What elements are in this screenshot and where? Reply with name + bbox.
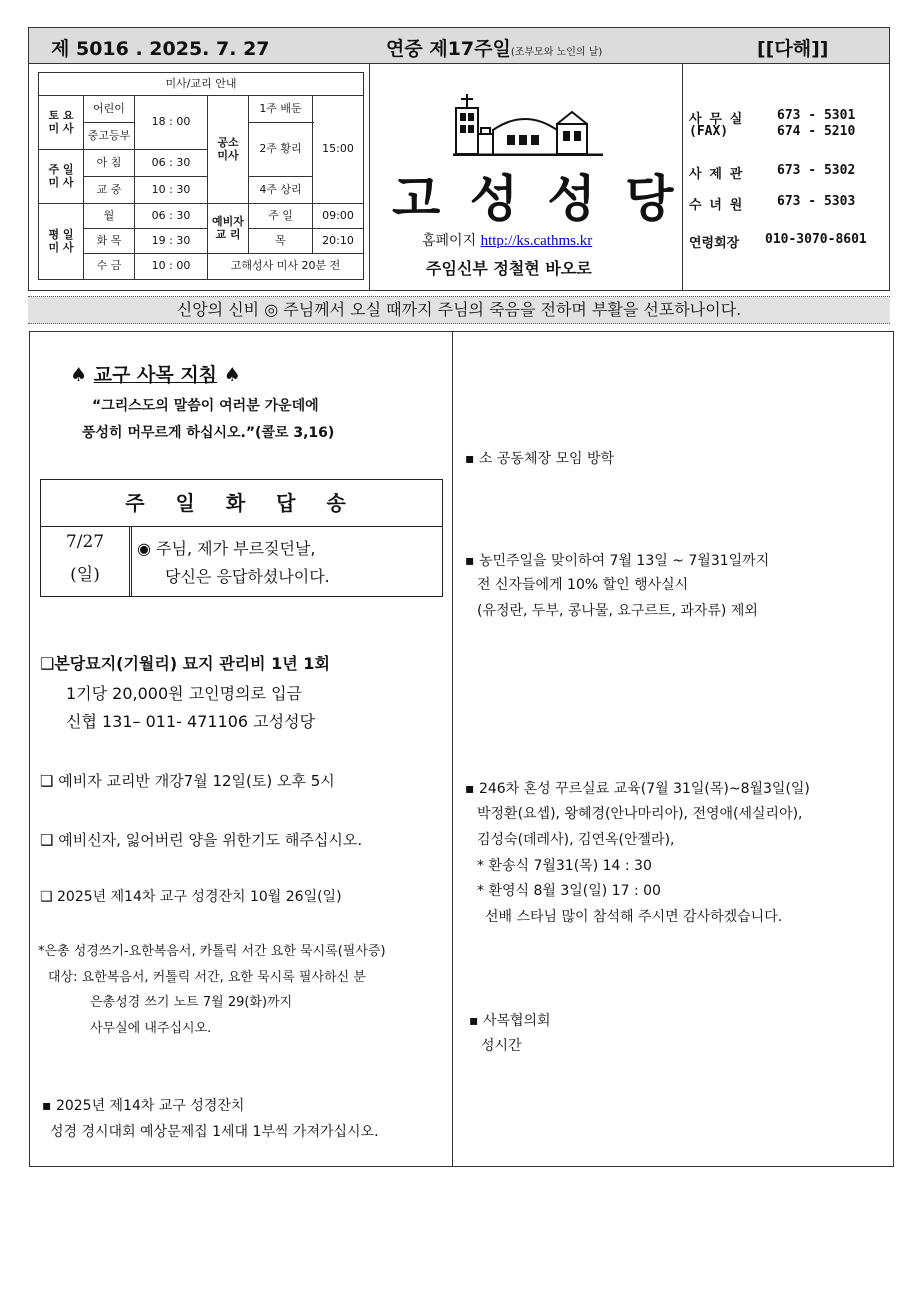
- catechumen-row: 목: [249, 229, 313, 254]
- sun-mass-time: 06 : 30: [135, 150, 208, 177]
- cursillo-line: 김성숙(데레사), 김연옥(안젤라),: [477, 832, 675, 848]
- psalm-date-cell: [41, 526, 132, 596]
- catechumen-time: 20:10: [313, 229, 364, 254]
- parish-info: [28, 63, 890, 291]
- prayer-notice: ❑ 예비신자, 잃어버린 양을 위한기도 해주십시오.: [40, 831, 363, 849]
- homepage: [422, 230, 592, 250]
- pastoral-council-line: 성시간: [481, 1038, 522, 1054]
- sun-mass-row: 교 중: [84, 177, 135, 204]
- confession-note: 고해성사 미사 20분 전: [208, 254, 364, 280]
- column-divider: [452, 331, 453, 1167]
- gongso-time: 15:00: [313, 96, 364, 204]
- guide-quote: 풍성히 머무르게 하십시오.”(콜로 3,16): [82, 425, 335, 441]
- contact-label: 연령회장: [689, 236, 740, 251]
- weekday-mass-label: 평 일 미 사: [39, 204, 84, 280]
- mystery-of-faith: 신앙의 신비 ◎ 주님께서 오실 때까지 주님의 죽음을 전하며 부활을 선포하나이다.: [28, 296, 890, 324]
- sat-mass-children: 어린이: [84, 96, 135, 123]
- church-logo: [453, 94, 603, 156]
- contact-label: 사 무 실: [689, 112, 743, 127]
- pastoral-council-title: ▪ 사목협의회: [469, 1013, 551, 1029]
- gongso-row: 4주 상리: [249, 177, 313, 204]
- liturgical-year: [[다해]]: [757, 38, 829, 60]
- mass-schedule-title: 미사/교리 안내: [39, 73, 364, 96]
- responsorial-psalm-box: [40, 479, 443, 597]
- contact-label: (FAX): [689, 124, 729, 139]
- psalm-title: 주 일 화 답 송: [41, 480, 442, 527]
- contact-panel: [683, 64, 889, 290]
- spade-icon: ♠: [70, 364, 88, 386]
- psalm-date: 7/27: [65, 532, 105, 552]
- contact-number: 674 - 5210: [777, 124, 856, 139]
- guide-title: 교구 사목 지침: [93, 364, 218, 386]
- guide-quote: “그리스도의 말씀이 여러분 가운데에: [92, 398, 319, 414]
- bible-quiz-title: ▪ 2025년 제14차 교구 성경잔치: [42, 1098, 245, 1114]
- sun-mass-time: 10 : 30: [135, 177, 208, 204]
- homepage-label: 홈페이지: [422, 233, 477, 249]
- saturday-mass-label: 토 요 미 사: [39, 96, 84, 150]
- catechumen-time: 09:00: [313, 204, 364, 229]
- bible-copy-line: 사무실에 내주십시오.: [90, 1021, 212, 1036]
- sat-mass-youth: 중고등부: [84, 123, 135, 150]
- bible-copy-line: 은총성경 쓰기 노트 7월 29(화)까지: [90, 995, 293, 1010]
- weekday-row: 월: [84, 204, 135, 229]
- farmers-sunday-line: (유정란, 두부, 콩나물, 요구르트, 과자류) 제외: [477, 603, 758, 619]
- contact-label: 사 제 관: [689, 167, 743, 182]
- community-meeting-notice: ▪ 소 공동체장 모임 방학: [465, 451, 615, 467]
- farmers-sunday-line: 전 신자들에게 10% 할인 행사실시: [477, 577, 689, 593]
- weekday-time: 10 : 00: [135, 254, 208, 280]
- catechumen-row: 주 일: [249, 204, 313, 229]
- mass-schedule-table: [38, 72, 364, 280]
- psalm-line: 당신은 응답하셨나이다.: [165, 567, 330, 586]
- homepage-link[interactable]: http://ks.cathms.kr: [480, 233, 593, 249]
- sunday-mass-label: 주 일 미 사: [39, 150, 84, 204]
- psalm-day: (일): [70, 565, 100, 585]
- church-name: 고 성 성 당: [392, 169, 680, 228]
- guide-title-line: [70, 360, 241, 387]
- farmers-sunday-title: ▪ 농민주일을 맞이하여 7월 13일 ~ 7월31일까지: [465, 553, 770, 569]
- weekday-row: 화 목: [84, 229, 135, 254]
- contact-number: 673 - 5301: [777, 108, 856, 123]
- bible-copy-target: 대상: 요한복음서, 커톨릭 서간, 요한 묵시록 필사하신 분: [48, 970, 366, 985]
- weekday-row: 수 금: [84, 254, 135, 280]
- contact-number: 673 - 5302: [777, 163, 856, 178]
- contact-number: 673 - 5303: [777, 194, 856, 209]
- gongso-row: 1주 배둔: [249, 96, 313, 123]
- bible-quiz-line: 성경 경시대회 예상문제집 1세대 1부씩 가져가십시오.: [50, 1124, 379, 1140]
- contact-label: 수 녀 원: [689, 198, 743, 213]
- church-panel: [369, 64, 683, 290]
- weekday-time: 06 : 30: [135, 204, 208, 229]
- cursillo-line: * 환영식 8월 3일(일) 17 : 00: [477, 883, 661, 899]
- sunday-title: 연중 제17주일(조부모와 노인의 날): [386, 38, 603, 60]
- spade-icon: ♠: [223, 364, 241, 386]
- sun-mass-row: 아 침: [84, 150, 135, 177]
- issue-header: [28, 27, 890, 64]
- weekday-time: 19 : 30: [135, 229, 208, 254]
- gongso-row: 2주 황리: [249, 123, 313, 177]
- cemetery-line: 신협 131– 011- 471106 고성성당: [66, 712, 316, 731]
- psalm-line: ◉ 주님, 제가 부르짖던날,: [137, 539, 316, 558]
- pastor-name: 주임신부 정철현 바오로: [426, 259, 592, 278]
- bible-fest-notice: ❑ 2025년 제14차 교구 성경잔치 10월 26일(일): [40, 889, 342, 905]
- cemetery-title: ❑본당묘지(기월리) 묘지 관리비 1년 1회: [40, 654, 330, 673]
- issue-number: 제 5016 . 2025. 7. 27: [51, 38, 270, 60]
- sat-mass-time: 18 : 00: [135, 96, 208, 150]
- cursillo-line: 박정환(요셉), 왕혜경(안나마리아), 전영애(세실리아),: [477, 806, 803, 822]
- catechumen-notice: ❑ 예비자 교리반 개강7월 12일(토) 오후 5시: [40, 772, 335, 790]
- catechumen-label: 예비자 교 리: [208, 204, 249, 254]
- cursillo-line: * 환송식 7월31(목) 14 : 30: [477, 858, 652, 874]
- cursillo-line: 선배 스타님 많이 참석해 주시면 감사하겠습니다.: [485, 909, 783, 925]
- bible-copy-title: *은총 성경쓰기-요한복음서, 카톨릭 서간 요한 묵시록(필사증): [38, 944, 386, 959]
- gongso-mass-label: 공소 미사: [208, 96, 249, 204]
- contact-number: 010-3070-8601: [765, 232, 867, 247]
- cursillo-title: ▪ 246차 혼성 꾸르실료 교육(7월 31일(목)~8월3일(일): [465, 781, 810, 797]
- bulletin-body: [29, 331, 894, 1167]
- cemetery-line: 1기당 20,000원 고인명의로 입금: [66, 684, 302, 703]
